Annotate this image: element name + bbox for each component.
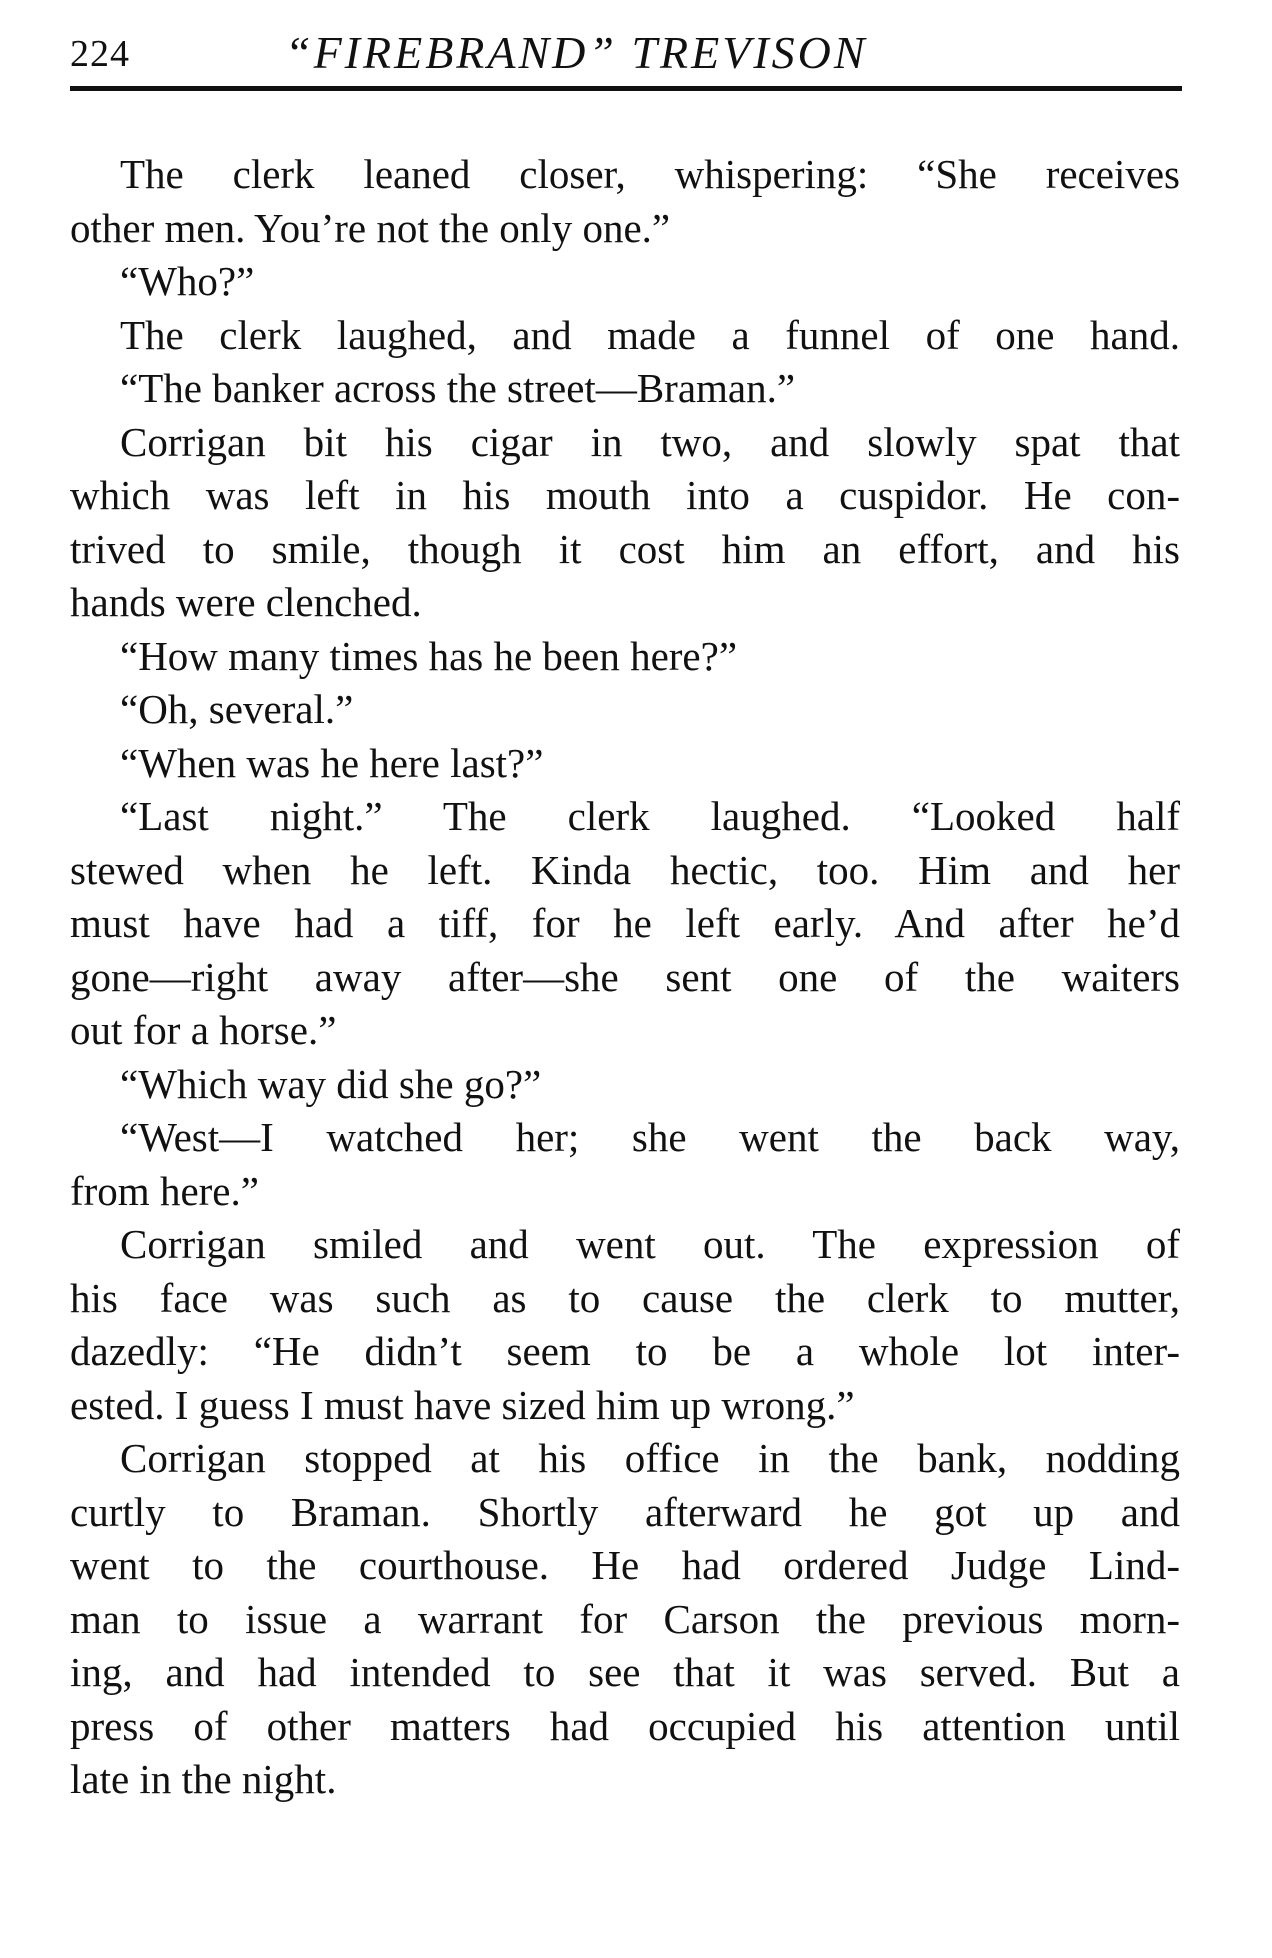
text-line: Corrigan stopped at his office in the bank, nodding: [120, 1435, 1180, 1481]
text-line: “Which way did she go?”: [120, 1060, 542, 1107]
text-line: “When was he here last?”: [120, 739, 544, 786]
text-line: late in the night.: [70, 1756, 337, 1802]
text-line: from here.”: [70, 1167, 259, 1214]
page-header: [70, 22, 1182, 92]
body-text: [70, 148, 1180, 1807]
header-rule: [70, 86, 1182, 91]
text-line: stewed when he left. Kinda hectic, too. Him and her: [70, 846, 1180, 893]
text-line: “West—I watched her; she went the back way,: [120, 1114, 1180, 1160]
text-line: Corrigan smiled and went out. The expression of: [120, 1221, 1180, 1267]
text-line: must have had a tiff, for he left early. And after he’d: [70, 900, 1180, 946]
text-line: The clerk laughed, and made a funnel of one hand.: [120, 311, 1180, 358]
text-line: ested. I guess I must have sized him up wrong.”: [70, 1381, 855, 1428]
text-line: trived to smile, though it cost him an effort, and his: [70, 525, 1180, 572]
text-line: other men. You’re not the only one.”: [70, 204, 671, 251]
text-line: press of other matters had occupied his attention until: [70, 1702, 1180, 1749]
text-line: Corrigan bit his cigar in two, and slowly spat that: [120, 418, 1180, 465]
text-line: gone—right away after—she sent one of the waiters: [70, 953, 1180, 1000]
text-line: “Who?”: [120, 258, 255, 304]
text-line: man to issue a warrant for Carson the previous morn-: [70, 1595, 1180, 1642]
text-line: hands were clenched.: [70, 579, 422, 625]
text-line: out for a horse.”: [70, 1007, 337, 1053]
text-line: curtly to Braman. Shortly afterward he got up and: [70, 1488, 1180, 1535]
text-line: “Oh, several.”: [120, 686, 354, 732]
text-line: went to the courthouse. He had ordered Judge Lind-: [70, 1542, 1180, 1588]
text-line: “The banker across the street—Braman.”: [120, 365, 796, 411]
text-line: ing, and had intended to see that it was served. But a: [70, 1649, 1180, 1695]
page-number: 224: [70, 33, 130, 75]
text-line: dazedly: “He didn’t seem to be a whole lot inter-: [70, 1328, 1180, 1374]
running-title: “FIREBRAND” TREVISON: [285, 27, 868, 78]
text-line: “How many times has he been here?”: [120, 632, 738, 679]
text-line: “Last night.” The clerk laughed. “Looked half: [120, 793, 1180, 839]
text-line: his face was such as to cause the clerk to mutter,: [70, 1274, 1180, 1321]
text-line: which was left in his mouth into a cuspidor. He con-: [70, 472, 1180, 518]
text-line: The clerk leaned closer, whispering: “She receives: [120, 151, 1180, 197]
